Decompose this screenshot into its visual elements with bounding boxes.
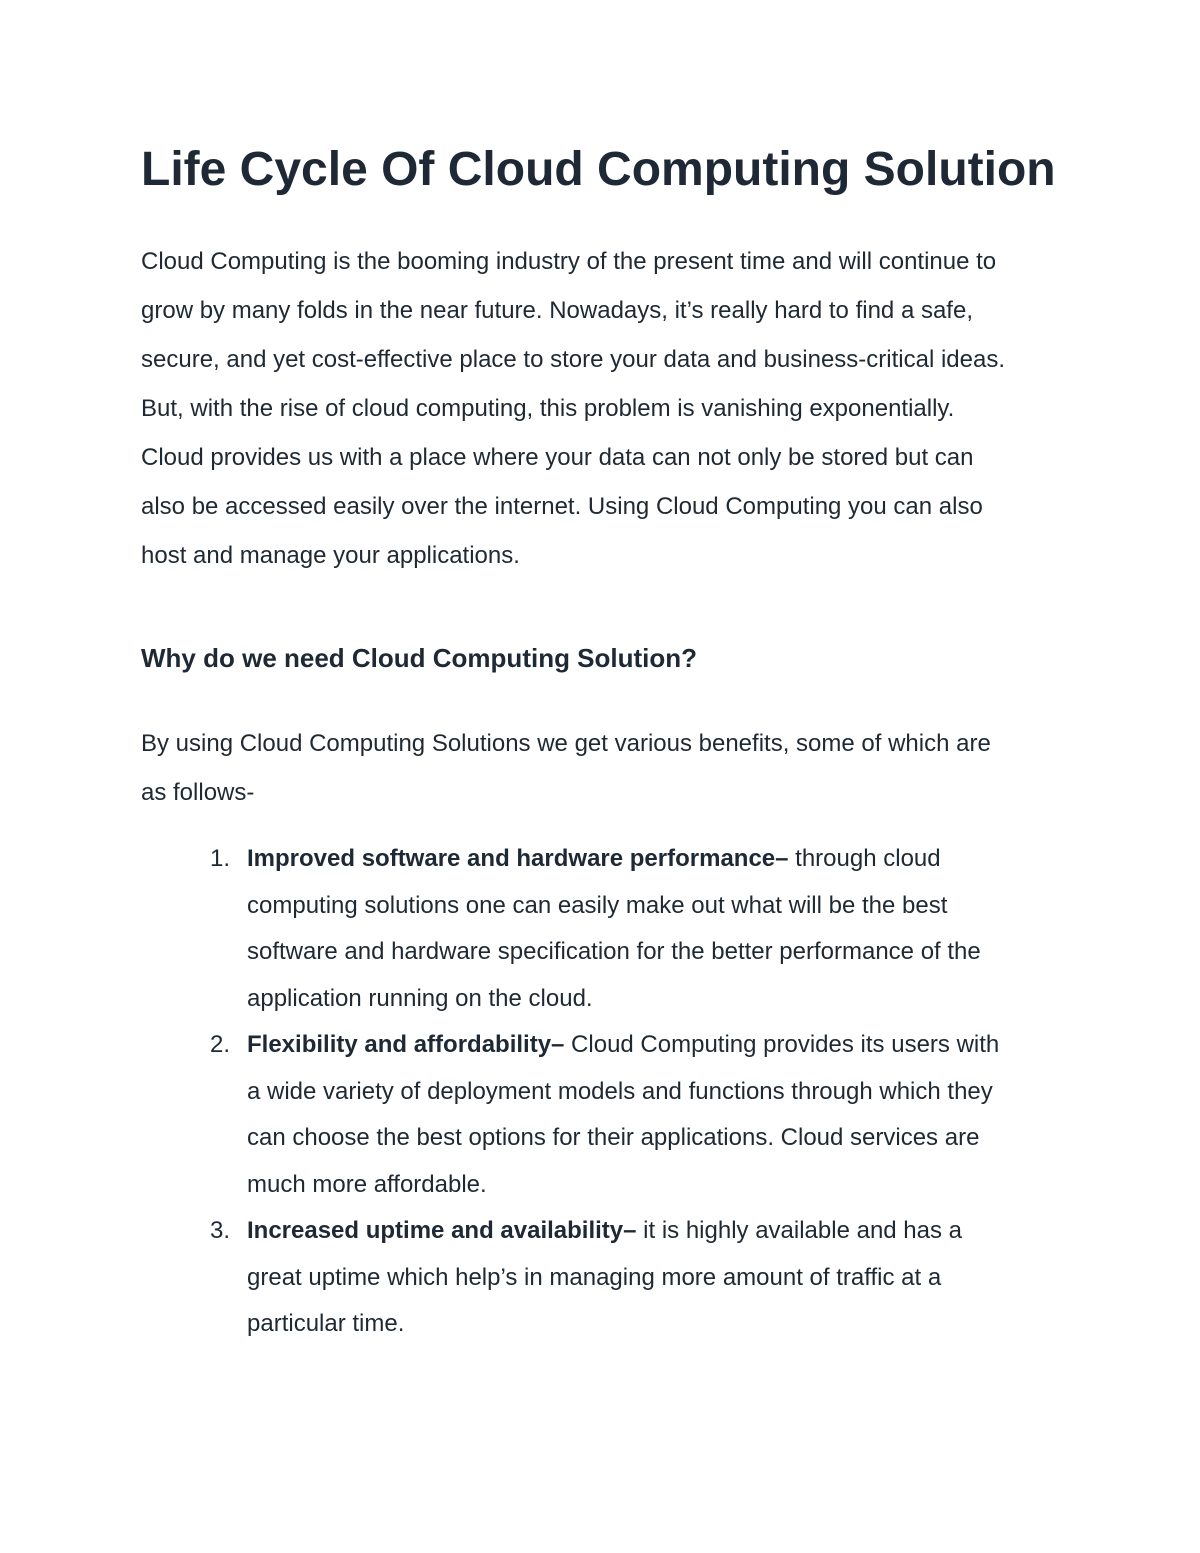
benefit-text: it is highly available and has a — [636, 1217, 963, 1244]
intro-line: But, with the rise of cloud computing, this problem is vanishing exponentially. — [141, 395, 955, 422]
benefit-line: software and hardware specification for the better performance of the — [247, 938, 981, 965]
benefit-item — [210, 839, 1087, 1025]
benefit-line: great uptime which help’s in managing more amount of traffic at a — [247, 1263, 942, 1291]
intro-line: also be accessed easily over the internet. Using Cloud Computing you can also — [141, 493, 983, 520]
intro-line: host and manage your applications. — [141, 542, 520, 569]
benefits-list — [210, 839, 1087, 1351]
list-number: 3. — [210, 1217, 231, 1244]
benefit-line: can choose the best options for their applications. Cloud services are — [247, 1124, 980, 1151]
intro-line: Cloud provides us with a place where your data can not only be stored but can — [141, 444, 974, 471]
benefit-text: through cloud — [788, 845, 941, 872]
section-heading: Why do we need Cloud Computing Solution? — [141, 643, 698, 673]
list-number: 2. — [210, 1031, 231, 1058]
benefit-first-line — [247, 839, 1087, 886]
benefit-line: application running on the cloud. — [247, 984, 593, 1012]
benefit-line: particular time. — [247, 1310, 405, 1337]
list-number: 1. — [210, 845, 231, 872]
benefit-item — [210, 1025, 1087, 1211]
benefit-line: a wide variety of deployment models and functions through which they — [247, 1077, 993, 1105]
intro-line: grow by many folds in the near future. Nowadays, it’s really hard to find a safe, — [141, 297, 973, 324]
lead-paragraph — [141, 724, 991, 822]
benefit-first-line — [247, 1211, 1087, 1258]
benefit-first-line — [247, 1025, 1087, 1072]
intro-line: secure, and yet cost-effective place to store your data and business-critical ideas. — [141, 346, 1006, 373]
benefit-line: computing solutions one can easily make out what will be the best — [247, 891, 948, 919]
benefit-title: Improved software and hardware performance– — [247, 845, 789, 872]
document-title: Life Cycle Of Cloud Computing Solution — [141, 143, 1056, 196]
benefit-title: Increased uptime and availability– — [247, 1217, 637, 1244]
intro-line: Cloud Computing is the booming industry of the present time and will continue to — [141, 248, 997, 275]
benefit-text: Cloud Computing provides its users with — [564, 1031, 1000, 1058]
intro-paragraph — [141, 242, 1071, 585]
benefit-item — [210, 1211, 1087, 1351]
lead-line: as follows- — [141, 779, 255, 806]
lead-line: By using Cloud Computing Solutions we get various benefits, some of which are — [141, 730, 991, 757]
benefit-title: Flexibility and affordability– — [247, 1031, 565, 1058]
benefit-line: much more affordable. — [247, 1170, 487, 1198]
